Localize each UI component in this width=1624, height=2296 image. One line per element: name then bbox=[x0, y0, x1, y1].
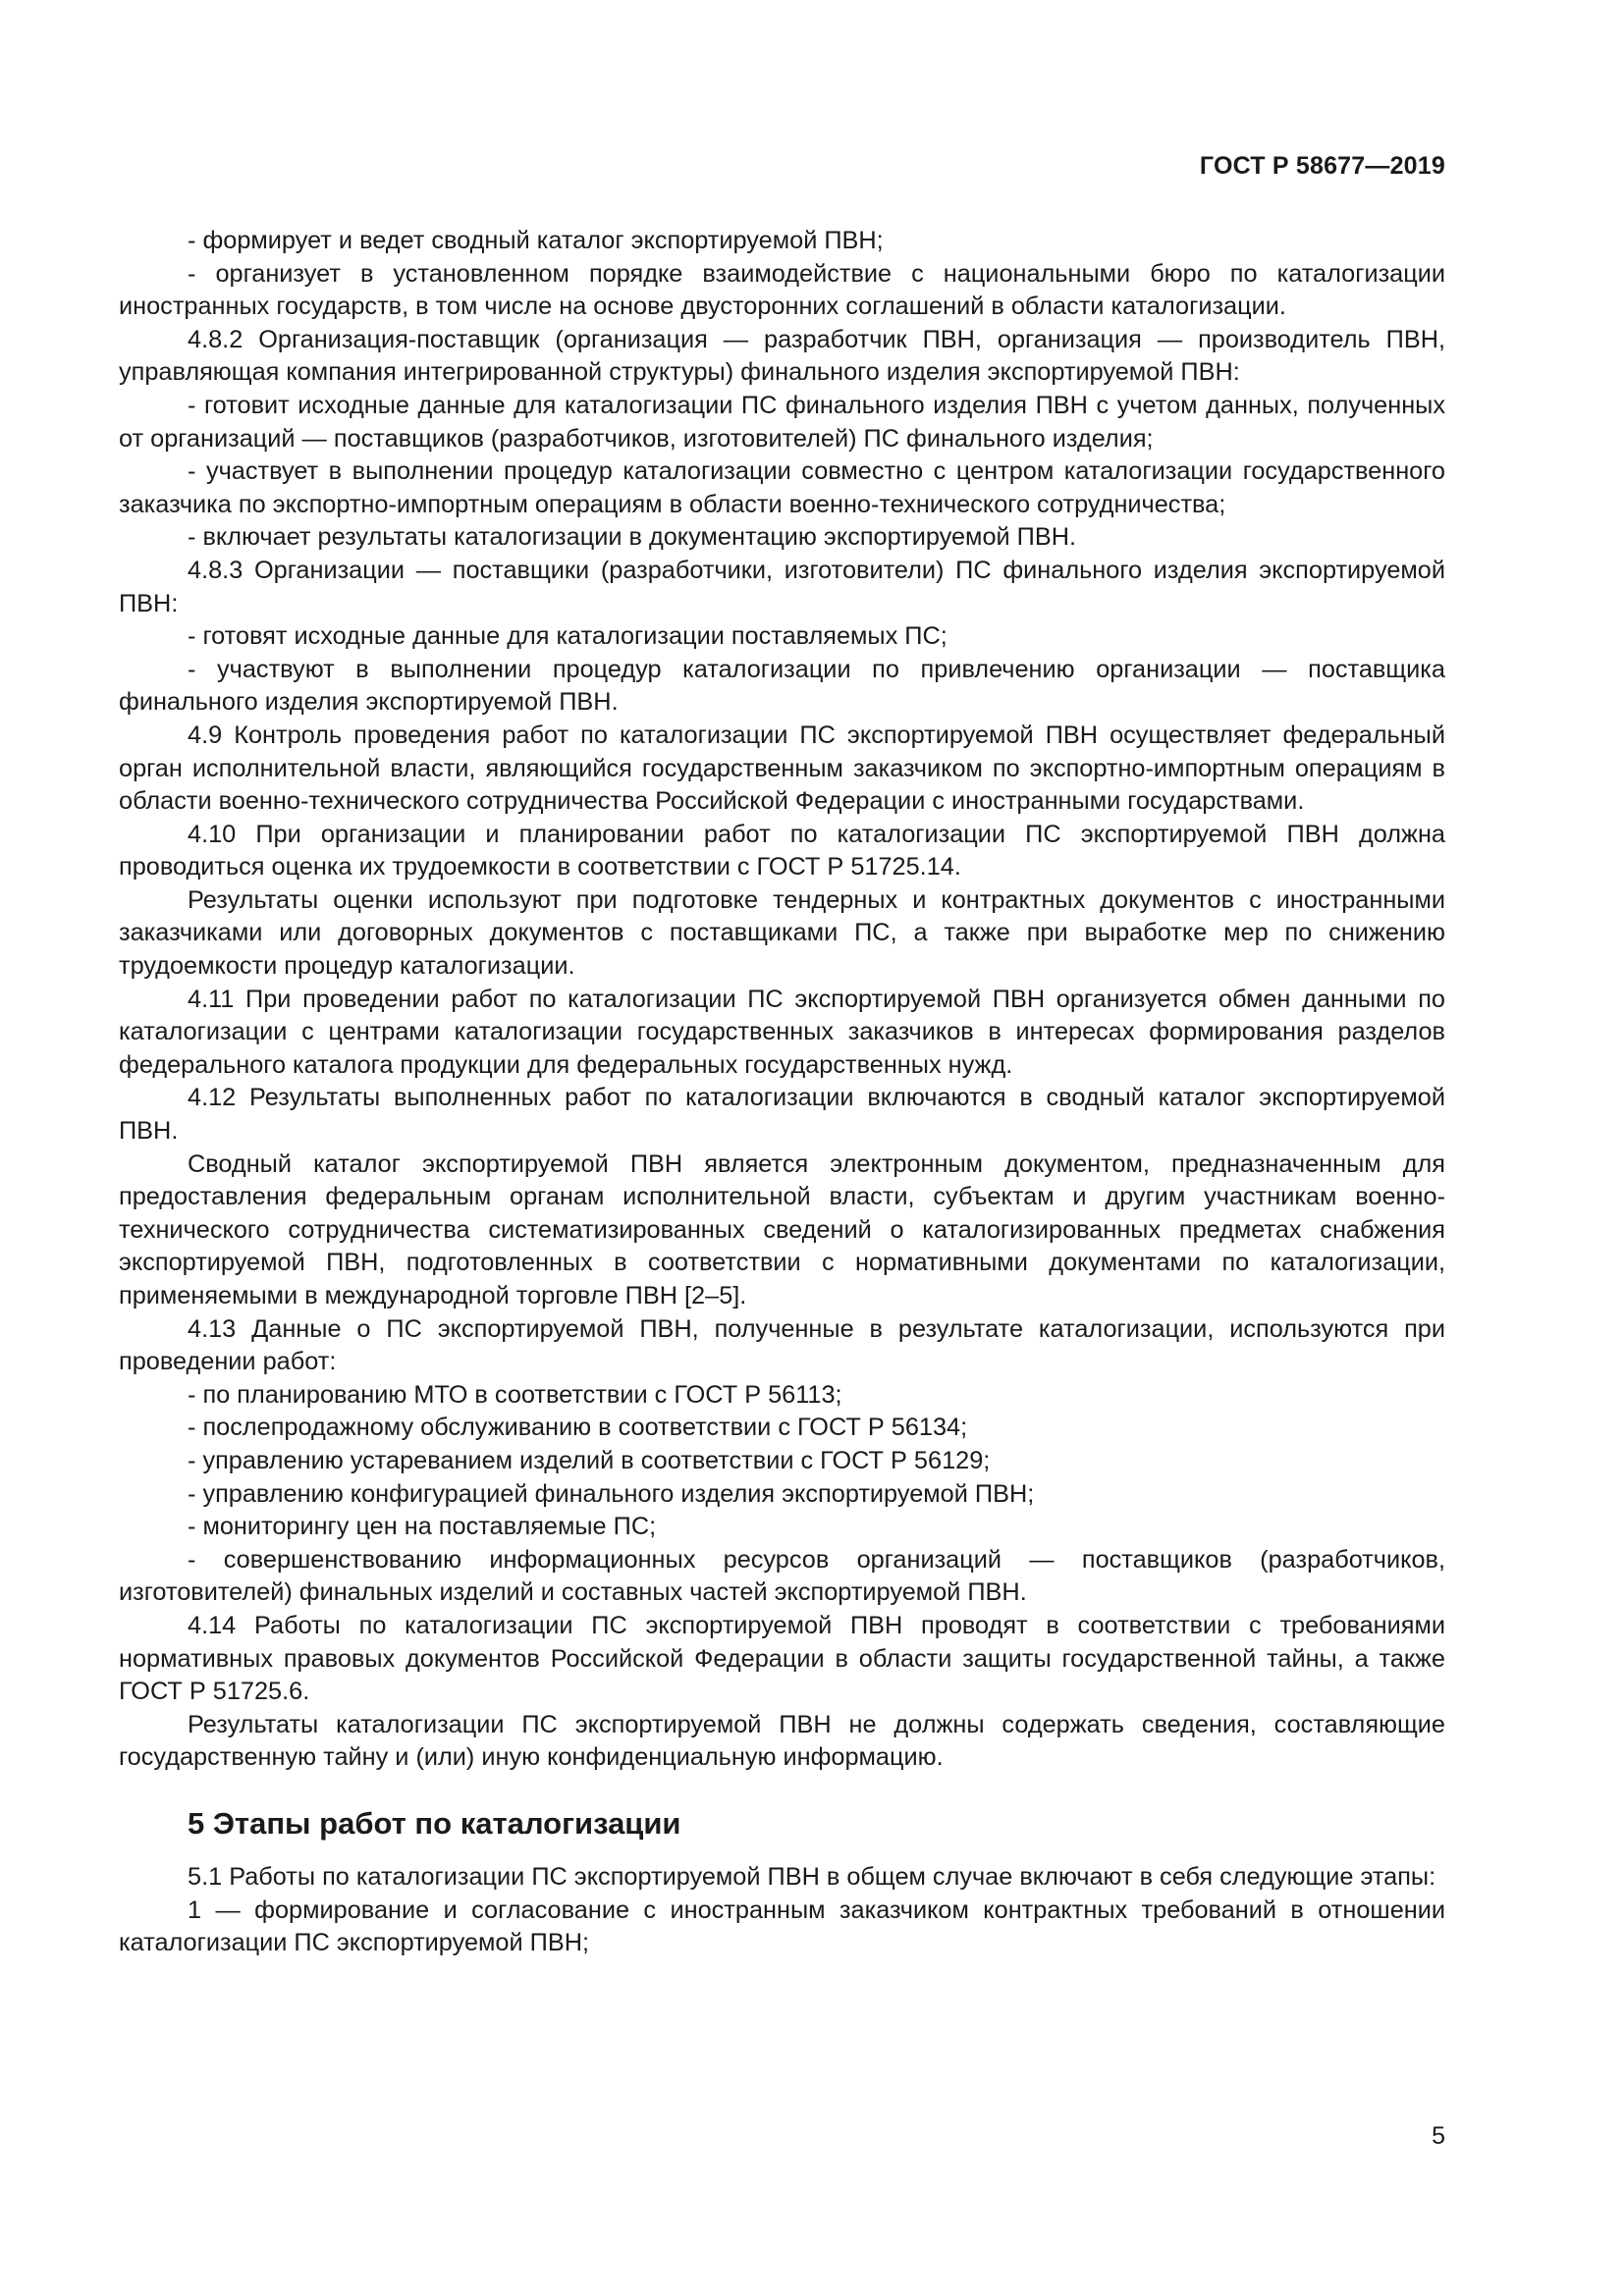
paragraph: Результаты каталогизации ПС экспортируемой ПВН не должны содержать сведения, составляющие государственную тайну и (или) иную конфиденциальную информацию. bbox=[119, 1710, 1445, 1772]
paragraph: - участвует в выполнении процедур каталогизации совместно с центром каталогизации государственного заказчика по экспортно-импортным операциям в области военно-технического сотрудничества; bbox=[119, 457, 1445, 518]
paragraph: 4.8.3 Организации — поставщики (разработчики, изготовители) ПС финального изделия экспортируемой ПВН: bbox=[119, 556, 1445, 617]
paragraph: - мониторингу цен на поставляемые ПС; bbox=[188, 1513, 657, 1541]
paragraph: - организует в установленном порядке взаимодействие с национальными бюро по каталогизации иностранных государств, в том числе на основе двусторонних соглашений в области каталогизации. bbox=[119, 259, 1445, 321]
paragraph: Результаты оценки используют при подготовке тендерных и контрактных документов с иностранными заказчиками или договорных документов с поставщиками ПС, а также при выработке мер по снижению трудоемкости процедур каталогизации. bbox=[119, 885, 1445, 981]
paragraph: - участвуют в выполнении процедур каталогизации по привлечению организации — поставщика финального изделия экспортируемой ПВН. bbox=[119, 655, 1445, 717]
paragraph: 4.12 Результаты выполненных работ по каталогизации включаются в сводный каталог экспортируемой ПВН. bbox=[119, 1084, 1445, 1146]
page-number: 5 bbox=[1432, 2122, 1445, 2150]
paragraph: 4.14 Работы по каталогизации ПС экспортируемой ПВН проводят в соответствии с требованиями нормативных правовых документов Российской Федерации в области защиты государственной тайны, а также ГОСТ Р 51725.6. bbox=[119, 1611, 1445, 1706]
paragraph: 4.10 При организации и планировании работ по каталогизации ПС экспортируемой ПВН должна проводиться оценка их трудоемкости в соответствии с ГОСТ Р 51725.14. bbox=[119, 820, 1445, 881]
paragraph: 5.1 Работы по каталогизации ПС экспортируемой ПВН в общем случае включают в себя следующие этапы: bbox=[188, 1862, 1436, 1891]
paragraph: Сводный каталог экспортируемой ПВН является электронным документом, предназначенным для предоставления федеральным органам исполнительной власти, субъектам и другим участникам военно-технического сотрудничества систематизированных сведений о каталогизированных предметах снабжения экспортируемой ПВН, подготовленных в соответствии с нормативными документами по каталогизации, применяемыми в международной торговле ПВН [2–5]. bbox=[119, 1149, 1445, 1309]
paragraph: - управлению устареванием изделий в соответствии с ГОСТ Р 56129; bbox=[188, 1446, 991, 1474]
paragraph: - по планированию МТО в соответствии с ГОСТ Р 56113; bbox=[188, 1380, 842, 1409]
paragraph: - управлению конфигурацией финального изделия экспортируемой ПВН; bbox=[188, 1479, 1035, 1508]
paragraphs-after-section bbox=[119, 1861, 1445, 1960]
paragraph: - готовят исходные данные для каталогизации поставляемых ПС; bbox=[188, 622, 947, 651]
paragraph: 4.13 Данные о ПС экспортируемой ПВН, полученные в результате каталогизации, используются при проведении работ: bbox=[119, 1314, 1445, 1376]
paragraph: - включает результаты каталогизации в документацию экспортируемой ПВН. bbox=[188, 523, 1077, 552]
paragraph: 4.8.2 Организация-поставщик (организация — разработчик ПВН, организация — производитель ПВН, управляющая компания интегрированной структуры) финального изделия экспортируемой ПВН: bbox=[119, 325, 1445, 387]
document-body bbox=[119, 225, 1445, 1960]
paragraph: 4.11 При проведении работ по каталогизации ПС экспортируемой ПВН организуется обмен данными по каталогизации с центрами каталогизации государственных заказчиков в интересах формирования разделов федерального каталога продукции для федеральных государственных нужд. bbox=[119, 985, 1445, 1079]
paragraph: 4.9 Контроль проведения работ по каталогизации ПС экспортируемой ПВН осуществляет федеральный орган исполнительной власти, являющийся государственным заказчиком по экспортно-импортным операциям в области военно-технического сотрудничества Российской Федерации с иностранными государствами. bbox=[119, 721, 1445, 816]
paragraph: 1 — формирование и согласование с иностранным заказчиком контрактных требований в отношении каталогизации ПС экспортируемой ПВН; bbox=[119, 1896, 1445, 1957]
paragraphs-before-section bbox=[119, 225, 1445, 1775]
paragraph: - совершенствованию информационных ресурсов организаций — поставщиков (разработчиков, изготовителей) финальных изделий и составных частей экспортируемой ПВН. bbox=[119, 1545, 1445, 1607]
paragraph: - готовит исходные данные для каталогизации ПС финального изделия ПВН с учетом данных, полученных от организаций — поставщиков (разработчиков, изготовителей) ПС финального изделия; bbox=[119, 391, 1445, 453]
paragraph: - формирует и ведет сводный каталог экспортируемой ПВН; bbox=[188, 227, 884, 254]
document-header: ГОСТ Р 58677—2019 bbox=[1199, 152, 1445, 180]
paragraph: - послепродажному обслуживанию в соответствии с ГОСТ Р 56134; bbox=[188, 1414, 968, 1442]
section-heading: 5 Этапы работ по каталогизации bbox=[188, 1805, 681, 1841]
